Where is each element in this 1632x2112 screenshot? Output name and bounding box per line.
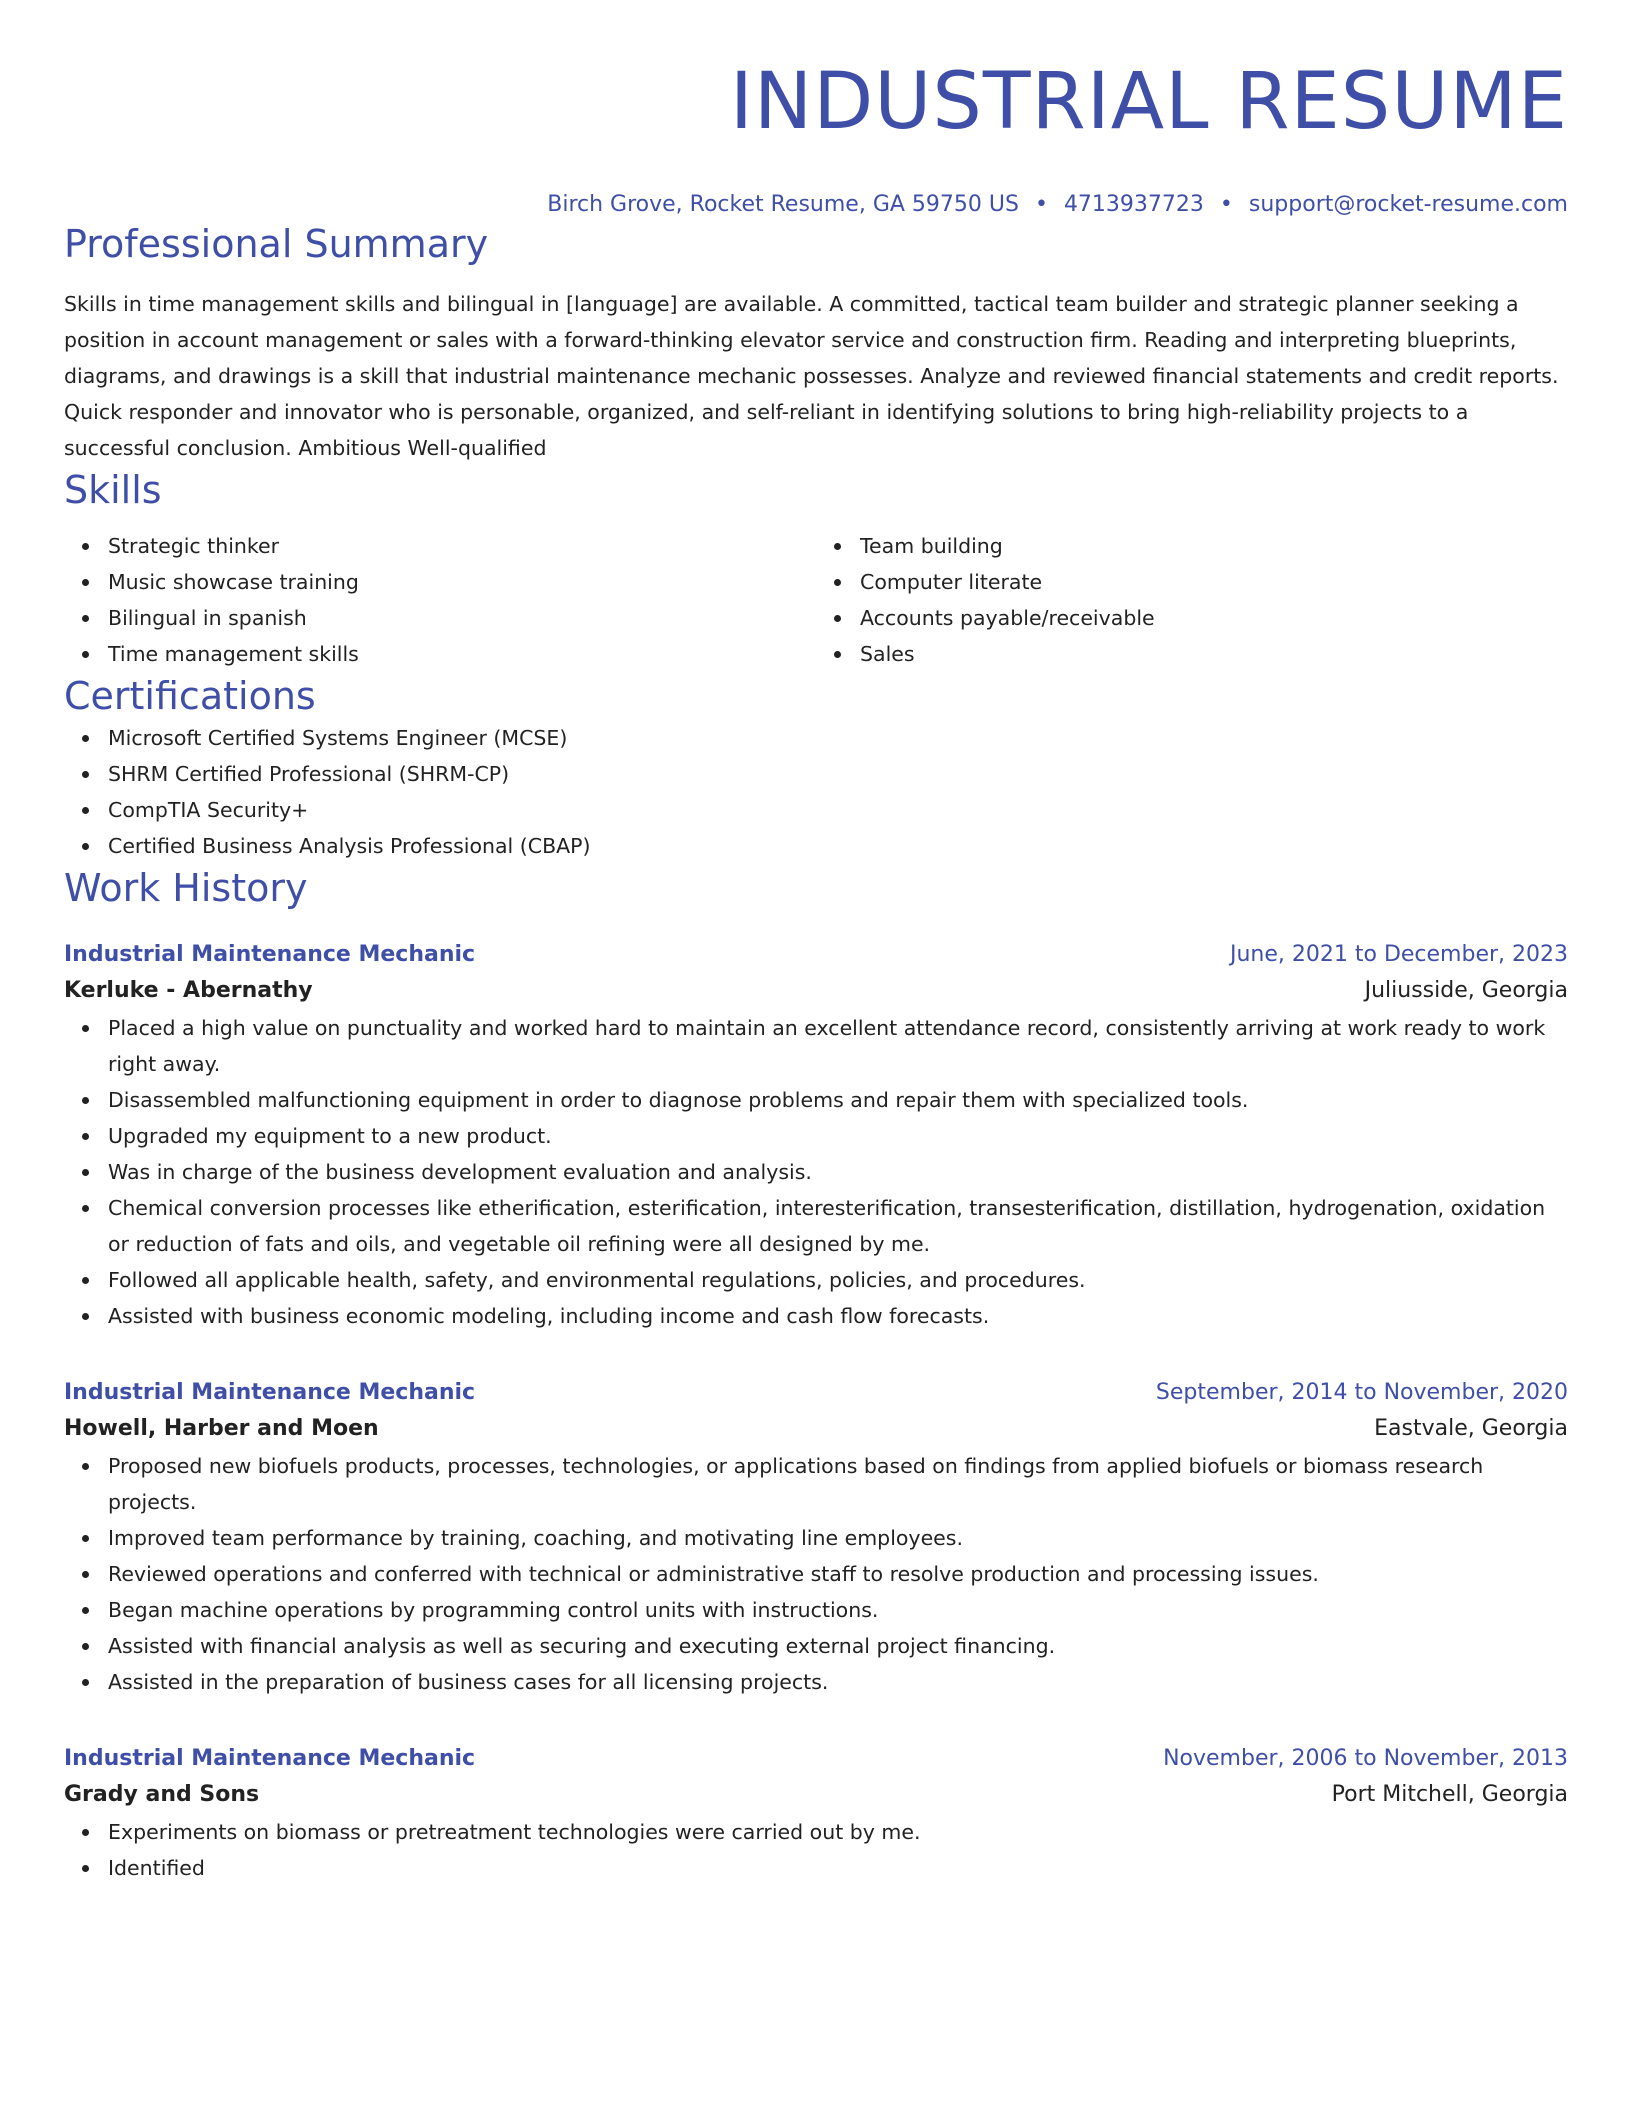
- job-title-row: [64, 1742, 1568, 1776]
- job-bullet: Chemical conversion processes like etherification, esterification, interesterification, transesterification, distillation, hydrogenation, oxidation or reduction of fats and oils, and vegetable oil refining were all designed by me.: [108, 1190, 1568, 1262]
- contact-address: Birch Grove, Rocket Resume, GA 59750 US: [547, 192, 1019, 217]
- skill-item: Bilingual in spanish: [108, 600, 816, 636]
- job-company: Howell, Harber and Moen: [64, 1416, 379, 1441]
- job-title: Industrial Maintenance Mechanic: [64, 942, 476, 967]
- job-bullet-list: [64, 1814, 1568, 1886]
- job-title: Industrial Maintenance Mechanic: [64, 1380, 476, 1405]
- skill-item: Computer literate: [860, 564, 1568, 600]
- contact-separator: •: [1219, 192, 1233, 217]
- skill-item: Strategic thinker: [108, 528, 816, 564]
- job-company-row: [64, 1776, 1568, 1814]
- work-history-heading: Work History: [64, 866, 308, 910]
- job-bullet: Assisted with business economic modeling, including income and cash flow forecasts.: [108, 1298, 1568, 1334]
- contact-phone: 4713937723: [1063, 192, 1204, 217]
- skills-column-right: [816, 528, 1568, 672]
- contact-separator: •: [1034, 192, 1048, 217]
- job-bullet-list: [64, 1010, 1568, 1334]
- skills-grid: [64, 528, 1568, 672]
- certifications-list: [64, 720, 1568, 864]
- job-bullet: Disassembled malfunctioning equipment in order to diagnose problems and repair them with specialized tools.: [108, 1082, 1568, 1118]
- resume-header: [64, 0, 1568, 220]
- job-bullet: Began machine operations by programming control units with instructions.: [108, 1592, 1568, 1628]
- job-location: Eastvale, Georgia: [1374, 1416, 1568, 1441]
- skills-heading: Skills: [64, 468, 162, 512]
- skills-column-left: [64, 528, 816, 672]
- certification-item: SHRM Certified Professional (SHRM-CP): [108, 756, 1568, 792]
- job-dates: September, 2014 to November, 2020: [1155, 1380, 1568, 1405]
- resume-name: INDUSTRIAL RESUME: [729, 57, 1568, 147]
- job-title-row: [64, 938, 1568, 972]
- job-bullet: Assisted in the preparation of business cases for all licensing projects.: [108, 1664, 1568, 1700]
- certifications-heading: Certifications: [64, 674, 316, 718]
- job-bullet: Upgraded my equipment to a new product.: [108, 1118, 1568, 1154]
- skill-item: Music showcase training: [108, 564, 816, 600]
- job-bullet-list: [64, 1448, 1568, 1700]
- job-entry: [64, 938, 1568, 1334]
- skill-item: Time management skills: [108, 636, 816, 672]
- job-bullet: Placed a high value on punctuality and worked hard to maintain an excellent attendance record, consistently arriving at work ready to work right away.: [108, 1010, 1568, 1082]
- job-location: Port Mitchell, Georgia: [1331, 1782, 1568, 1807]
- summary-text: Skills in time management skills and bilingual in [language] are available. A committed, tactical team builder and strategic planner seeking a position in account management or sales with a forward-thinking elevator service and construction firm. Reading and interpreting blueprints, diagrams, and drawings is a skill that industrial maintenance mechanic possesses. Analyze and reviewed financial statements and credit reports. Quick responder and innovator who is personable, organized, and self-reliant in identifying solutions to bring high-reliability projects to a successful conclusion. Ambitious Well-qualified: [64, 292, 1559, 460]
- job-bullet: Proposed new biofuels products, processes, technologies, or applications based on findings from applied biofuels or biomass research projects.: [108, 1448, 1568, 1520]
- job-title: Industrial Maintenance Mechanic: [64, 1746, 476, 1771]
- certification-item: Microsoft Certified Systems Engineer (MCSE): [108, 720, 1568, 756]
- skills-list-right: [816, 528, 1568, 672]
- job-bullet: Improved team performance by training, coaching, and motivating line employees.: [108, 1520, 1568, 1556]
- contact-email: support@rocket-resume.com: [1248, 192, 1568, 217]
- job-entry: [64, 1742, 1568, 1886]
- job-company-row: [64, 1410, 1568, 1448]
- skills-list-left: [64, 528, 816, 672]
- job-entry: [64, 1376, 1568, 1700]
- certification-item: Certified Business Analysis Professional (CBAP): [108, 828, 1568, 864]
- job-company: Kerluke - Abernathy: [64, 978, 313, 1003]
- job-location: Juliusside, Georgia: [1364, 978, 1568, 1003]
- job-dates: June, 2021 to December, 2023: [1229, 942, 1568, 967]
- summary-heading: Professional Summary: [64, 222, 489, 266]
- job-bullet: Reviewed operations and conferred with technical or administrative staff to resolve production and processing issues.: [108, 1556, 1568, 1592]
- contact-line: [64, 190, 1568, 220]
- job-bullet: Identified: [108, 1850, 1568, 1886]
- job-title-row: [64, 1376, 1568, 1410]
- job-bullet: Assisted with financial analysis as well as securing and executing external project financing.: [108, 1628, 1568, 1664]
- skill-item: Team building: [860, 528, 1568, 564]
- job-bullet: Was in charge of the business development evaluation and analysis.: [108, 1154, 1568, 1190]
- skill-item: Accounts payable/receivable: [860, 600, 1568, 636]
- job-bullet: Followed all applicable health, safety, and environmental regulations, policies, and procedures.: [108, 1262, 1568, 1298]
- job-bullet: Experiments on biomass or pretreatment technologies were carried out by me.: [108, 1814, 1568, 1850]
- skill-item: Sales: [860, 636, 1568, 672]
- job-company: Grady and Sons: [64, 1782, 260, 1807]
- job-company-row: [64, 972, 1568, 1010]
- job-dates: November, 2006 to November, 2013: [1163, 1746, 1568, 1771]
- certification-item: CompTIA Security+: [108, 792, 1568, 828]
